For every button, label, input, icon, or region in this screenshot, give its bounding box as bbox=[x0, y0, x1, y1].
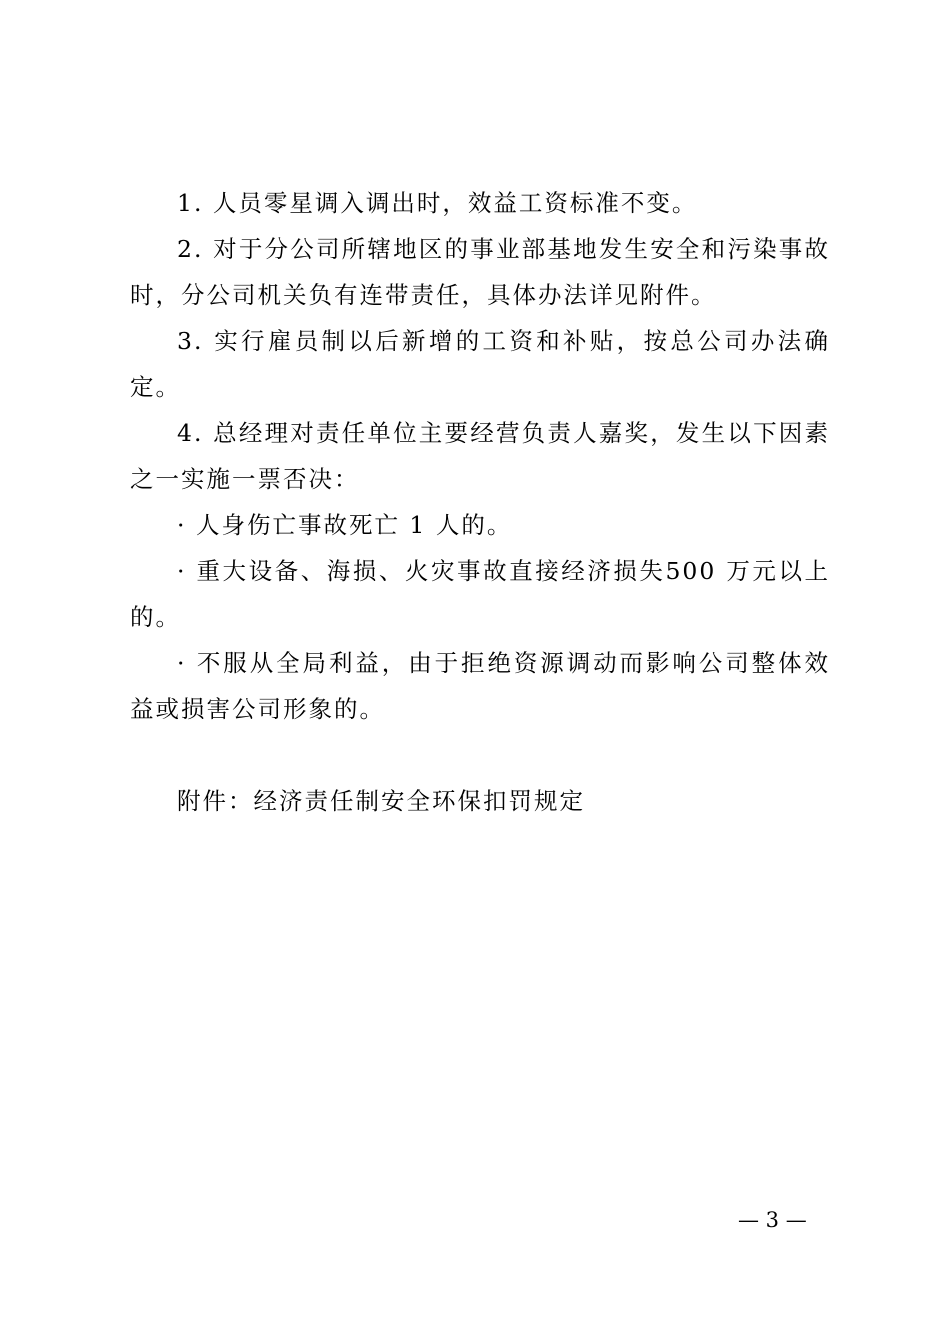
paragraph-item-2: 2. 对于分公司所辖地区的事业部基地发生安全和污染事故时，分公司机关负有连带责任，具体办法详见附件。 bbox=[130, 235, 830, 309]
bullet-item-equipment-loss: · 重大设备、海损、火灾事故直接经济损失500 万元以上的。 bbox=[130, 557, 830, 631]
paragraph-item-3: 3. 实行雇员制以后新增的工资和补贴，按总公司办法确定。 bbox=[130, 327, 830, 401]
paragraph-item-1: 1. 人员零星调入调出时，效益工资标准不变。 bbox=[177, 189, 698, 217]
attachment-line: 附件：经济责任制安全环保扣罚规定 bbox=[177, 787, 585, 815]
bullet-item-resource-dispatch: · 不服从全局利益，由于拒绝资源调动而影响公司整体效益或损害公司形象的。 bbox=[130, 649, 830, 723]
page-number: — 3 — bbox=[738, 1208, 807, 1232]
bullet-item-casualty: · 人身伤亡事故死亡 1 人的。 bbox=[177, 511, 513, 539]
document-body bbox=[130, 180, 830, 824]
paragraph-item-4: 4. 总经理对责任单位主要经营负责人嘉奖，发生以下因素之一实施一票否决： bbox=[130, 419, 830, 493]
